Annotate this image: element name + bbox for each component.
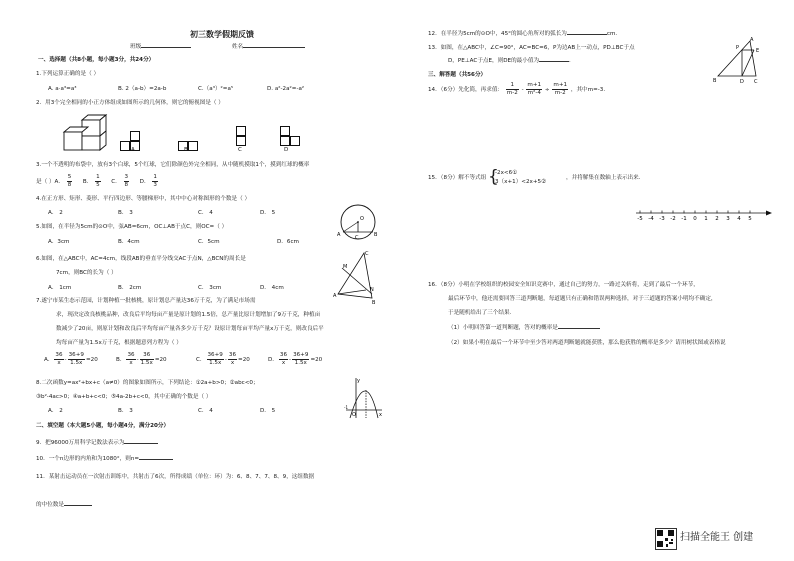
- class-field[interactable]: [130, 44, 191, 51]
- q1-option-a: A. a·a³=a³: [48, 86, 77, 92]
- number-line-tick-label: 4: [737, 216, 741, 222]
- q16-line2: 最后环节中，他还需要回答三道判断题，每道题只有正确和错误两种选择，对于三道题的答案小明均不确定，: [448, 296, 717, 302]
- q3-options: [36, 174, 159, 189]
- q7-line1: 7.遂宁市某生态示范园，计划种植一批核桃，原计划总产量达36万千克，为了满足市场需: [36, 298, 256, 304]
- q14-fraction-2: $\frac{m+1}{\text{m²-4}}$: [527, 82, 542, 96]
- number-line-arrow-icon: [766, 211, 772, 216]
- q7-option-c: C． $\frac{36+9}{1.5x}$ - $\frac{36}{x}$ =20: [196, 352, 250, 366]
- q7-option-d: D． $\frac{36}{x}$ - $\frac{36+9}{1.5x}$ =20: [268, 352, 323, 366]
- q8-label-x: x: [379, 412, 382, 418]
- q1-option-b: B. 2（a-b）=2a-b: [118, 86, 167, 92]
- q9-answer-blank[interactable]: [124, 443, 158, 444]
- q4-option-a: A． 2: [48, 210, 63, 216]
- q8-parabola-figure: [344, 376, 384, 420]
- q6-label-b: B: [372, 300, 376, 306]
- q7-line4: 均每亩产量为1.5x万千克，根据题意列方程为（ ）: [56, 340, 182, 346]
- q13-label-e: E: [756, 48, 760, 54]
- q16-line3: 于是随机给出了三个结果.: [448, 310, 512, 316]
- q4-stem: 4.在正方形、矩形、菱形、平行四边形、等腰梯形中，其中中心对称图形的个数是（ ）: [36, 196, 251, 202]
- q16-sub1-row: [448, 325, 600, 332]
- q5-option-a: A．3cm: [48, 239, 70, 245]
- name-label: 姓名: [232, 44, 244, 50]
- q14-fraction-3: $\frac{m+1}{m-2}$: [553, 82, 568, 96]
- q13-row2: [448, 58, 575, 65]
- q10-answer-blank[interactable]: [139, 459, 173, 460]
- number-line-tick-label: 5: [748, 216, 752, 222]
- q13-label-c: C: [754, 79, 758, 85]
- q8-label-neg1: -1: [344, 405, 348, 410]
- q9-row: [36, 440, 158, 447]
- q8-line2: ③b²-4ac>0；④a+b+c<0；⑤4a-2b+c<0，其中正确的个数是（ ）: [36, 394, 212, 400]
- q2-view-a: [120, 129, 152, 153]
- q13-label-p: P: [736, 45, 740, 51]
- q12-answer-blank[interactable]: [567, 34, 607, 35]
- q2-option-a-label: A: [131, 147, 135, 153]
- q10-row: [36, 456, 173, 463]
- q2-option-d-label: D: [284, 147, 289, 153]
- q8-option-d: D． 5: [260, 408, 276, 414]
- q16-sub2: （2）如果小明在最后一个环节中至少答对两道判断题就能获胜，那么他获胜的概率是多少？请用树状图或表格说: [448, 340, 726, 346]
- number-line-tick-label: 1: [704, 216, 708, 222]
- number-line-tick-label: -4: [648, 216, 654, 222]
- q14-fraction-1: $\frac{1}{m-2}$: [506, 82, 518, 96]
- q12-text: 12．在半径为5cm的⊙O中，45°的圆心角所对的弧长为: [428, 31, 567, 37]
- q5-label-o: O: [360, 216, 364, 222]
- q13-answer-blank[interactable]: [539, 61, 569, 62]
- q14-row: 14．（6分）先化简，再求值： $\frac{1}{m-2}$ - $\frac{m+1}{\text{m²-4}}$ ÷ $\frac{m+1}{m-2}$ ，其中m=-3.: [428, 82, 606, 96]
- q5-circle-figure: [334, 200, 382, 250]
- q11-row2: [36, 502, 92, 509]
- number-line-tick-label: -2: [670, 216, 676, 222]
- q3-option-b-label: B．: [82, 178, 93, 185]
- q14-prefix: 14．（6分）先化简，再求值：: [428, 86, 504, 93]
- q8-label-y: y: [357, 378, 360, 384]
- q11-answer-blank[interactable]: [64, 505, 92, 506]
- q4-option-c: C． 4: [198, 210, 213, 216]
- q6-label-m: M: [343, 264, 348, 270]
- q11-line1: 11．某射击运动员在一次射击训练中，共射击了6次，所得成绩（单位：环）为：6、8、7、7、8、9，这组数据: [36, 474, 315, 480]
- q15-ineq-2: 3（x+1）<2x+5②: [495, 179, 547, 185]
- q8-option-a: A． 2: [48, 408, 63, 414]
- q2-view-b: [178, 129, 200, 153]
- q5-option-d: D．6cm: [277, 239, 299, 245]
- section-3-heading: 三、解答题（共56分）: [428, 72, 487, 78]
- q5-label-a: A: [337, 232, 341, 238]
- q1-option-c: C.（a³）²=a⁵: [198, 86, 234, 92]
- q16-sub1-answer-blank[interactable]: [558, 328, 600, 329]
- footer-brand: 扫描全能王 创建: [680, 532, 754, 543]
- q3-option-c-fraction: $\frac{3}{8}$: [124, 174, 129, 188]
- q8-option-c: C． 4: [198, 408, 213, 414]
- q9-text: 9．把96000万用科学记数法表示为: [36, 440, 125, 446]
- section-2-heading: 二、填空题（本大题5小题，每小题4分，满分20分）: [36, 423, 170, 429]
- q6-option-b: B． 2cm: [118, 285, 142, 291]
- q13-label-a: A: [750, 37, 754, 43]
- q5-option-b: B．4cm: [118, 239, 140, 245]
- q12-unit: cm．: [606, 31, 622, 37]
- q5-stem: 5.如图，在半径为5cm的⊙O中，弦AB=6cm，OC⊥AB于点C，则OC=（ ）: [36, 224, 228, 230]
- q8-label-o: O: [352, 412, 356, 418]
- qr-code-icon: [655, 528, 677, 550]
- q3-option-d-fraction: $\frac{1}{3}$: [153, 174, 157, 188]
- q6-option-a: A． 1cm: [48, 285, 72, 291]
- q3-option-d-label: D．: [139, 178, 150, 185]
- q1-stem: 1.下列运算正确的是（ ）: [36, 71, 100, 77]
- number-line-tick-label: -1: [681, 216, 687, 222]
- number-line-tick-label: 0: [693, 216, 697, 222]
- q16-line1: 16．（8分）小明在学校组织的校园安全知识竞赛中，通过自己的努力，一路过关斩将，走到了最后一个环节，: [428, 282, 699, 288]
- number-line-tick-label: 3: [726, 216, 730, 222]
- q15-ineq-1: -2x<6①: [495, 170, 518, 176]
- q15-prefix: 15．（8分）解不等式组: [428, 175, 487, 181]
- q10-text: 10．一个n边形的内角和为1080°，则n=: [36, 456, 140, 462]
- q13-triangle-figure: [710, 36, 766, 86]
- q13-line2: D，PE⊥AC于点E，则DE的最小值为: [448, 58, 540, 64]
- q2-option-c-label: C: [238, 147, 242, 153]
- q14-tail: ，其中m=-3.: [570, 86, 606, 93]
- q3-prefix: 是（ ）A．: [36, 178, 64, 185]
- q8-line1: 8.二次函数y=ax²+bx+c（a≠0）的图象如图所示，下列结论：①2a+b>0；②abc<0；: [36, 380, 259, 386]
- q4-option-b: B． 3: [118, 210, 133, 216]
- q6-line2: 7cm，则BC的长为（ ）: [56, 270, 117, 276]
- q5-label-c: C: [355, 235, 359, 241]
- q5-option-c: C．5cm: [198, 239, 220, 245]
- q7-line3: 数减少了20亩，则原计划和改良后平均每亩产量各多少万千克？设原计划每亩平均产量x万千克，则改良后平: [56, 326, 324, 332]
- q13-line1: 13．如图，在△ABC中，∠C=90°，AC=BC=6，P为边AB上一动点，PD⊥BC于点: [428, 45, 635, 51]
- q6-option-d: D． 4cm: [260, 285, 284, 291]
- q8-option-b: B． 3: [118, 408, 133, 414]
- number-line-tick-label: -5: [637, 216, 643, 222]
- q6-label-c: C: [365, 251, 369, 257]
- q7-line2: 求，现决定改良核桃品种，改良后平均每亩产量是原计划的1.5倍，总产量比原计划增加了9万千克，种植亩: [56, 312, 321, 318]
- number-line-tick-label: -3: [659, 216, 665, 222]
- q2-solid-figure: [60, 112, 110, 156]
- number-line-tick-label: 2: [715, 216, 719, 222]
- q2-view-d: [278, 124, 302, 154]
- number-line-svg: [636, 204, 772, 224]
- q3-option-c-label: C．: [111, 178, 121, 185]
- q12-row: [428, 31, 621, 38]
- section-1-heading: 一、选择题（共8小题，每小题3分，共24分）: [38, 57, 155, 63]
- q6-line1: 6.如图，在△ABC中，AC=4cm，线段AB的垂直平分线交AC于点N，△BCN的周长是: [36, 256, 246, 262]
- q16-sub1: （1）小明回答第一道判断题，答对的概率是: [448, 325, 558, 331]
- q7-option-b: B． $\frac{36}{x}$ - $\frac{36}{1.5x}$ =20: [116, 352, 167, 366]
- q4-option-d: D． 5: [260, 210, 276, 216]
- q6-option-c: C． 3cm: [198, 285, 222, 291]
- q3-option-a-fraction: $\frac{5}{8}$: [67, 174, 72, 188]
- q7-option-a: A． $\frac{36}{x}$ - $\frac{36+9}{1.5x}$ =20: [44, 352, 98, 366]
- q13-label-d: D: [740, 79, 744, 85]
- name-field[interactable]: [232, 44, 305, 51]
- q3-option-b-fraction: $\frac{1}{5}$: [96, 174, 100, 188]
- q1-option-d: D. a²-2a²=-a²: [267, 86, 305, 92]
- q6-label-n: N: [370, 287, 374, 293]
- q3-line1: 3.一个不透明的布袋中，放有3个白球，5个红球，它们除颜色外完全相同，从中随机摸取1个，摸到红球的概率: [36, 162, 310, 168]
- q2-option-b-label: B: [184, 147, 188, 153]
- page-title: 初三数学假期反馈: [190, 30, 254, 39]
- number-line[interactable]: [636, 204, 772, 224]
- q11-line2: 的中位数是: [36, 502, 64, 508]
- q15-tail: ，并将解集在数轴上表示出来.: [566, 175, 641, 181]
- q6-triangle-figure: [332, 250, 382, 308]
- q13-tail: ．: [569, 58, 575, 64]
- q6-label-a: A: [333, 293, 337, 299]
- q5-label-b: B: [374, 232, 378, 238]
- q2-stem: 2．用3个完全相同的小正方体组成如图所示的几何体，则它的俯视图是（ ）: [36, 100, 224, 106]
- class-label: 班级: [130, 44, 142, 50]
- q13-label-b: B: [713, 78, 717, 84]
